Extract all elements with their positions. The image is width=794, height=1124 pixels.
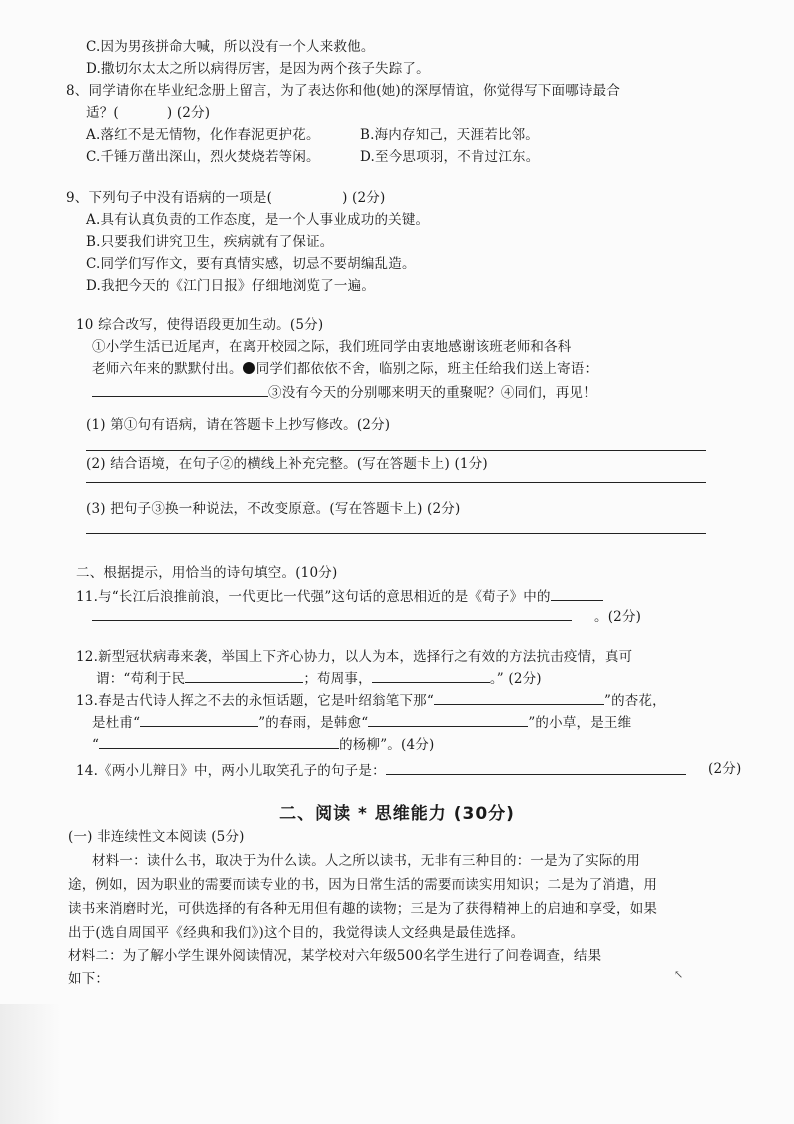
q13-stem: 13.春是古代诗人挥之不去的永恒话题，它是叶绍翁笔下那“ ”的杏花， <box>76 690 666 710</box>
q8-option-b: B.海内存知己，天涯若比邻。 <box>360 127 540 143</box>
q8-stem-cont: 适？( ) (2分) <box>86 105 211 121</box>
material2-line2: 如下： <box>68 971 110 987</box>
q14-stem: 14.《两小儿辩日》中，两小儿取笑孔子的句子是： <box>76 760 686 780</box>
q11-stem-cont: 。(2分) <box>92 606 641 626</box>
q9-option-d: D.我把今天的《江门日报》仔细地浏览了一遍。 <box>86 278 376 294</box>
material1-line2: 途，例如，因为职业的需要而读专业的书，因为日常生活的需要而读实用知识；二是为了消遣，用 <box>68 877 658 893</box>
fill-blank[interactable] <box>99 734 339 749</box>
fill-blank[interactable] <box>434 690 604 705</box>
material1-line4: 出于(选自周国平《经典和我们》)这个目的，我觉得读人文经典是最佳选择。 <box>68 925 525 941</box>
q7-option-d: D.撒切尔太太之所以病得厉害，是因为两个孩子失踪了。 <box>86 61 430 77</box>
q7-option-c: C.因为男孩拼命大喊，所以没有一个人来救他。 <box>86 39 375 55</box>
q10-sub3: (3) 把句子③换一种说法，不改变原意。(写在答题卡上) (2分) <box>86 501 461 517</box>
fill-blank[interactable] <box>140 712 258 727</box>
fill-blank[interactable] <box>372 668 490 683</box>
q9-option-a: A.具有认真负责的工作态度，是一个人事业成功的关键。 <box>86 212 430 228</box>
q10-sub2: (2) 结合语境，在句子②的横线上补充完整。(写在答题卡上) (1分) <box>86 456 488 472</box>
fill-blank[interactable] <box>386 760 686 775</box>
q10-passage-line1: ①小学生活已近尾声，在离开校园之际，我们班同学由衷地感谢该班老师和各科 <box>92 339 572 355</box>
material1-line1: 材料一：读什么书，取决于为什么读。人之所以读书，无非有三种目的：一是为了实际的用 <box>92 853 640 869</box>
fill-blank[interactable] <box>551 586 603 601</box>
fill-blank[interactable] <box>185 668 303 683</box>
scan-shadow <box>0 1004 60 1124</box>
q10-passage-line3: ③没有今天的分别哪来明天的重聚呢？④同们，再见！ <box>92 382 597 402</box>
q10-sub1: (1) 第①句有语病，请在答题卡上抄写修改。(2分) <box>86 417 391 433</box>
q13-stem-cont2: “ 的杨柳”。(4分) <box>92 734 434 754</box>
material1-line3: 读书来消磨时光，可供选择的有各种无用但有趣的读物；三是为了获得精神上的启迪和享受，如果 <box>68 901 658 917</box>
material2-line1: 材料二：为了解小学生课外阅读情况，某学校对六年级500名学生进行了问卷调查，结果 <box>68 948 602 964</box>
q8-option-a: A.落红不是无情物，化作春泥更护花。 <box>86 127 320 143</box>
q9-option-b: B.只要我们讲究卫生，疾病就有了保证。 <box>86 234 334 250</box>
q9-option-c: C.同学们写作文，要有真情实感，切忌不要胡编乱造。 <box>86 256 416 272</box>
q14-score: (2分) <box>708 761 742 777</box>
answer-line[interactable] <box>86 533 706 534</box>
q12-stem-cont: 谓：“苟利于民 ；苟周事， 。” (2分) <box>96 668 542 688</box>
answer-line[interactable] <box>86 482 706 483</box>
fill-blank[interactable] <box>92 606 572 621</box>
answer-line[interactable] <box>86 450 706 451</box>
fill-blank[interactable] <box>368 712 528 727</box>
cursor-icon: ↖ <box>674 968 684 981</box>
q9-stem: 9、下列句子中没有语病的一项是( ) (2分) <box>66 190 386 206</box>
subsection-title: (一) 非连续性文本阅读 (5分) <box>68 829 245 845</box>
fill-blank[interactable] <box>92 382 268 397</box>
q13-stem-cont: 是杜甫“ ”的春雨，是韩愈“ ”的小草，是王维 <box>92 712 631 732</box>
reading-section-title: 二、阅读 * 思维能力 (30分) <box>279 804 515 824</box>
q10-stem: 10 综合改写，使得语段更加生动。(5分) <box>76 317 324 333</box>
q8-stem: 8、同学请你在毕业纪念册上留言，为了表达你和他(她)的深厚情谊，你觉得写下面哪诗最合 <box>66 83 621 99</box>
q12-stem: 12.新型冠状病毒来袭，举国上下齐心协力，以人为本，选择行之有效的方法抗击疫情，真可 <box>76 649 633 665</box>
section-fill-heading: 二、根据提示，用恰当的诗句填空。(10分) <box>76 565 338 581</box>
q8-option-c: C.千锤万凿出深山，烈火焚烧若等闲。 <box>86 149 320 165</box>
q10-passage-line2: 老师六年来的默默付出。 同学们都依依不舍，临别之际，班主任给我们送上寄语： <box>92 361 599 377</box>
sentence-marker-2-icon <box>243 362 255 374</box>
q11-stem: 11.与“长江后浪推前浪，一代更比一代强”这句话的意思相近的是《荀子》中的 <box>76 586 603 606</box>
q8-option-d: D.至今思项羽，不肯过江东。 <box>360 149 540 165</box>
